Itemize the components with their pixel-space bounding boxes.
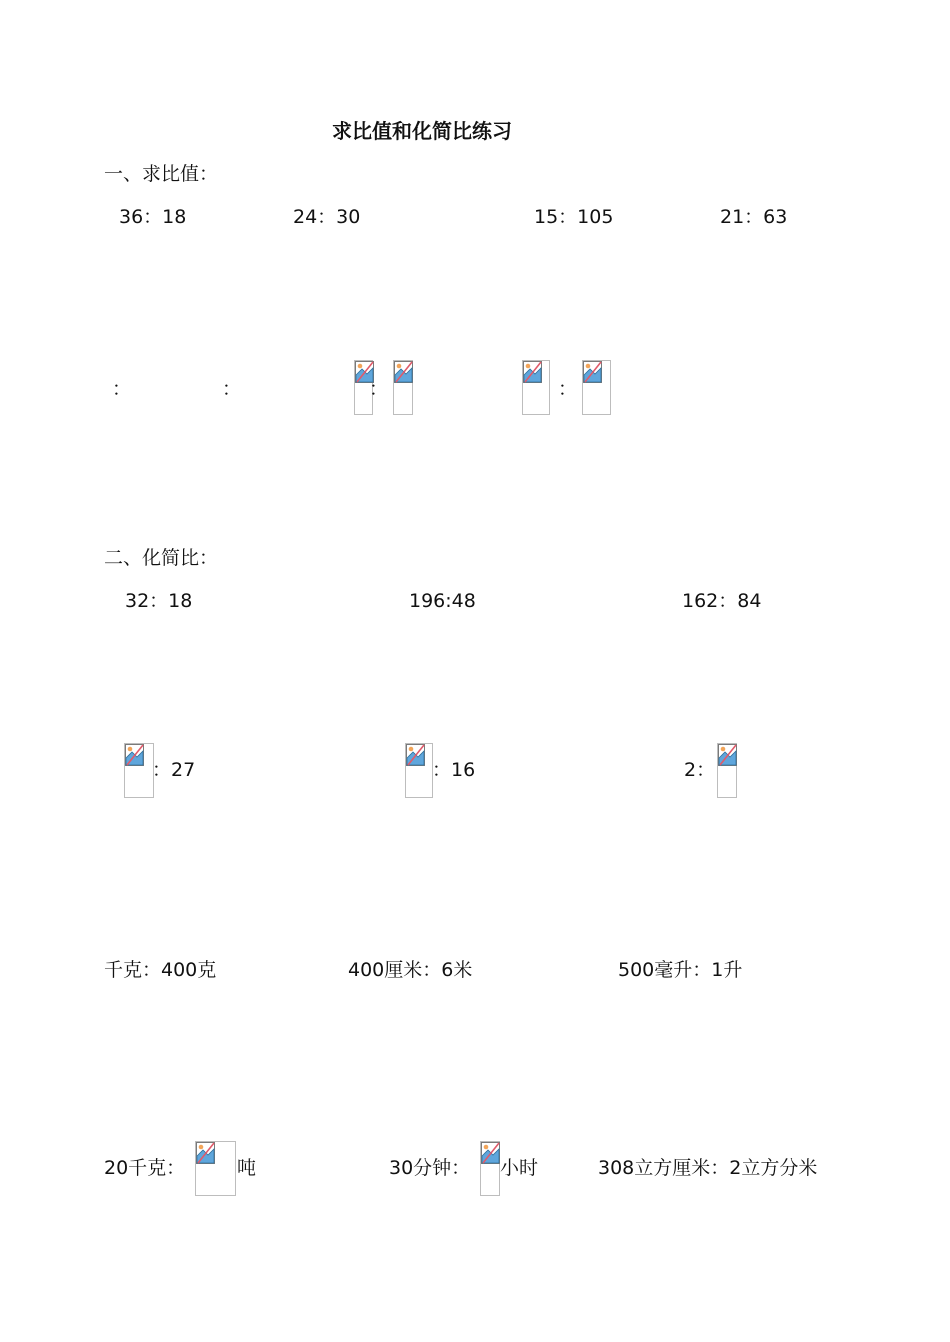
broken-image-icon — [582, 360, 611, 415]
problem-unit-ratio: 400厘米：6米 — [348, 959, 473, 981]
ratio-colon: ： — [222, 378, 242, 400]
problem-ratio: 21：63 — [720, 206, 788, 228]
broken-image-icon — [480, 1141, 500, 1196]
problem-unit-ratio: 千克：400克 — [104, 959, 217, 981]
problem-ratio: 162：84 — [682, 590, 762, 612]
ratio-colon: ： — [112, 378, 132, 400]
problem-ratio: 24：30 — [293, 206, 361, 228]
problem-unit-ratio: 500毫升：1升 — [618, 959, 743, 981]
problem-ratio: 196:48 — [409, 590, 476, 612]
problem-ratio: 36：18 — [119, 206, 187, 228]
section-heading-simplify-ratio: 二、化简比： — [104, 547, 219, 569]
problem-unit-ratio-left: 30分钟： — [389, 1157, 471, 1179]
problem-unit-ratio-right: 小时 — [500, 1157, 539, 1179]
ratio-colon: ： — [558, 378, 578, 400]
broken-image-icon — [393, 360, 413, 415]
problem-ratio: ：27 — [152, 759, 196, 781]
page-title: 求比值和化简比练习 — [332, 119, 512, 143]
problem-unit-ratio-right: 吨 — [237, 1157, 257, 1179]
broken-image-icon — [717, 743, 737, 798]
problem-ratio: 32：18 — [125, 590, 193, 612]
broken-image-icon — [195, 1141, 236, 1196]
broken-image-icon — [405, 743, 433, 798]
problem-unit-ratio-left: 20千克： — [104, 1157, 186, 1179]
problem-unit-ratio: 308立方厘米：2立方分米 — [598, 1157, 818, 1179]
broken-image-icon — [124, 743, 154, 798]
broken-image-icon — [522, 360, 550, 415]
problem-ratio: 2： — [684, 759, 716, 781]
section-heading-ratio-value: 一、求比值： — [104, 163, 219, 185]
ratio-colon: ： — [369, 378, 389, 400]
problem-ratio: 15：105 — [534, 206, 614, 228]
problem-ratio: ：16 — [432, 759, 476, 781]
